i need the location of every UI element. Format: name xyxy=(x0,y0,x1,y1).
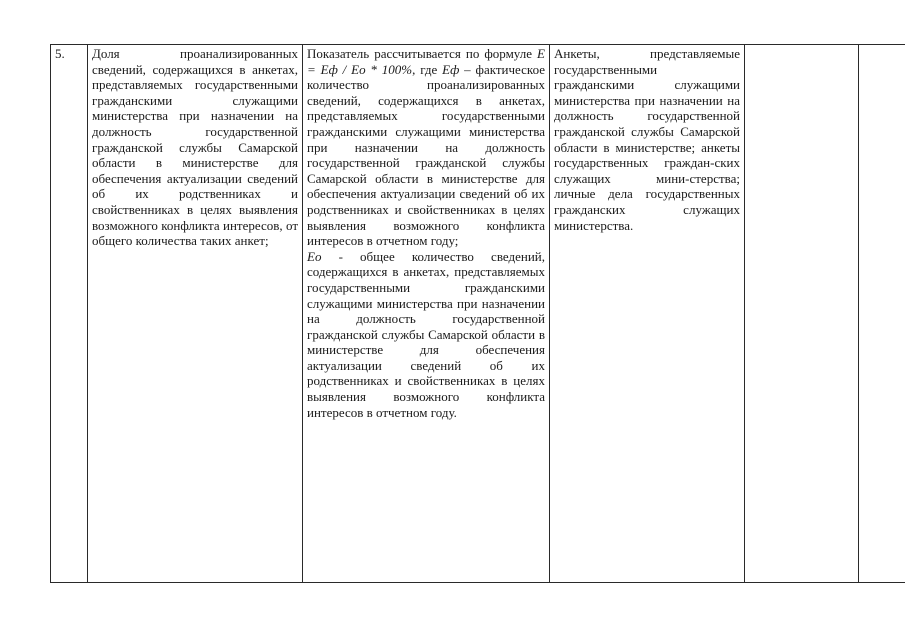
formula-intro-end: , xyxy=(412,61,416,77)
empty-cell xyxy=(745,45,859,583)
row-number: 5. xyxy=(55,46,65,61)
indicator-table xyxy=(50,44,905,583)
data-source-cell xyxy=(550,45,745,583)
eo-symbol: Ео xyxy=(307,248,322,264)
formula-cell xyxy=(303,45,550,583)
indicator-name-cell xyxy=(88,45,303,583)
formula-intro: Показатель рассчитывается по формуле xyxy=(307,46,538,61)
row-number-cell xyxy=(51,45,88,583)
ef-prefix: где xyxy=(420,61,443,77)
ef-definition: – фактическое количество проанализированных сведений, содержащихся в анкетах, представляемых государственными гражданскими служащими министерства при назначении на должность государственной гражданской службы Самарской области в министерстве для обеспечения актуализации сведений об их родственниках и свойственниках в целях выявления возможного конфликта интересов в отчетном году; xyxy=(307,61,546,249)
table-row xyxy=(51,45,905,583)
indicator-name: Доля проанализированных сведений, содержащихся в анкетах, представляемых государственными гражданскими служащими министерства при назначении на должность государственной гражданской службы Самарской области в министерстве для обеспечения актуализации сведений об их родственниках и свойственниках в целях выявления возможного конфликта интересов, от общего количества таких анкет; xyxy=(92,46,298,249)
empty-cell-tail xyxy=(859,45,905,583)
formula-intro-paragraph xyxy=(307,46,545,249)
formula-expression: Е = Еф / Ео * 100% xyxy=(307,46,545,77)
data-source: Анкеты, представляемые государственными гражданскими служащими министерства при назначении на должность государственной гражданской службы Самарской области в министерстве; анкеты государственных граждан-ских служащих мини-стерства; личные дела государственных гражданских служащих министерства. xyxy=(554,46,740,233)
ef-symbol: Еф xyxy=(442,61,460,77)
eo-paragraph xyxy=(307,249,545,421)
eo-definition: - общее количество сведений, содержащихся в анкетах, представляемых государственными гражданскими служащими министерства при назначении на должность государственной гражданской службы Самарской области в министерстве для обеспечения актуализации сведений об их родственниках и свойственниках в целях выявления возможного конфликта интересов в отчетном году. xyxy=(307,248,545,420)
